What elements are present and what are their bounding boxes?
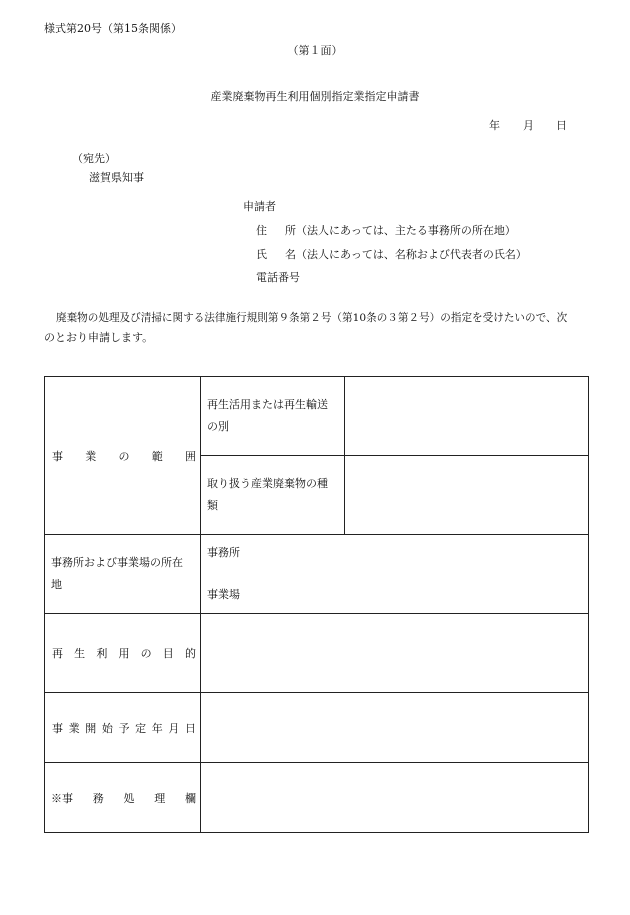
body-text-line1: 廃棄物の処理及び清掃に関する法律施行規則第９条第２号（第10条の３第２号）の指定を受けたいので、次 [56, 312, 568, 324]
address-note: （法人にあっては、主たる事務所の所在地） [296, 224, 516, 237]
address-label: 住 [256, 224, 267, 237]
addressee-to: （宛先） [72, 152, 116, 165]
waste-type-value-cell[interactable] [345, 456, 589, 535]
start-date-value-cell[interactable] [201, 693, 589, 763]
applicant-name [256, 248, 527, 261]
scope-label: 事 業 の 範 囲 [52, 449, 196, 463]
form-number: 様式第20号（第15条関係） [44, 22, 182, 35]
purpose-label: 再 生 利 用 の 目 的 [52, 647, 196, 660]
application-table [44, 376, 589, 833]
office-label: 事務所 [207, 546, 240, 559]
applicant-address [256, 224, 516, 237]
purpose-value-cell[interactable] [201, 614, 589, 693]
recycle-type-value-cell[interactable] [345, 377, 589, 456]
location-label: 事務所および事業場の所在 地 [51, 556, 183, 591]
location-value-cell[interactable] [201, 535, 589, 614]
date-month: 月 [523, 119, 534, 132]
admin-label: ※事 務 処 理 欄 [51, 791, 196, 805]
purpose-label-cell [45, 614, 201, 693]
name-label: 氏 [256, 248, 267, 261]
waste-type-label-cell [201, 456, 345, 535]
date-year: 年 [489, 119, 500, 132]
page-title: 産業廃棄物再生利用個別指定業指定申請書 [210, 90, 420, 103]
admin-value-cell [201, 763, 589, 833]
name-note: （法人にあっては、名称および代表者の氏名） [296, 248, 527, 261]
name-label-2: 名 [285, 248, 296, 261]
body-text-line2: のとおり申請します。 [44, 331, 154, 344]
location-label-cell [45, 535, 201, 614]
address-label-2: 所 [285, 224, 296, 237]
recycle-type-label: 再生活用または再生輸送 の別 [207, 398, 328, 433]
site-label: 事業場 [207, 588, 240, 601]
scope-label-cell [45, 377, 201, 535]
waste-type-label: 取り扱う産業廃棄物の種 類 [207, 477, 328, 512]
admin-label-cell [45, 763, 201, 833]
page-label: （第１面） [287, 44, 343, 57]
applicant-heading: 申請者 [243, 200, 276, 213]
addressee-name: 滋賀県知事 [89, 171, 144, 184]
applicant-phone: 電話番号 [256, 271, 300, 284]
start-date-label: 事 業 開 始 予 定 年 月 日 [52, 721, 196, 735]
recycle-type-label-cell [201, 377, 345, 456]
date-day: 日 [556, 119, 567, 132]
start-date-label-cell [45, 693, 201, 763]
